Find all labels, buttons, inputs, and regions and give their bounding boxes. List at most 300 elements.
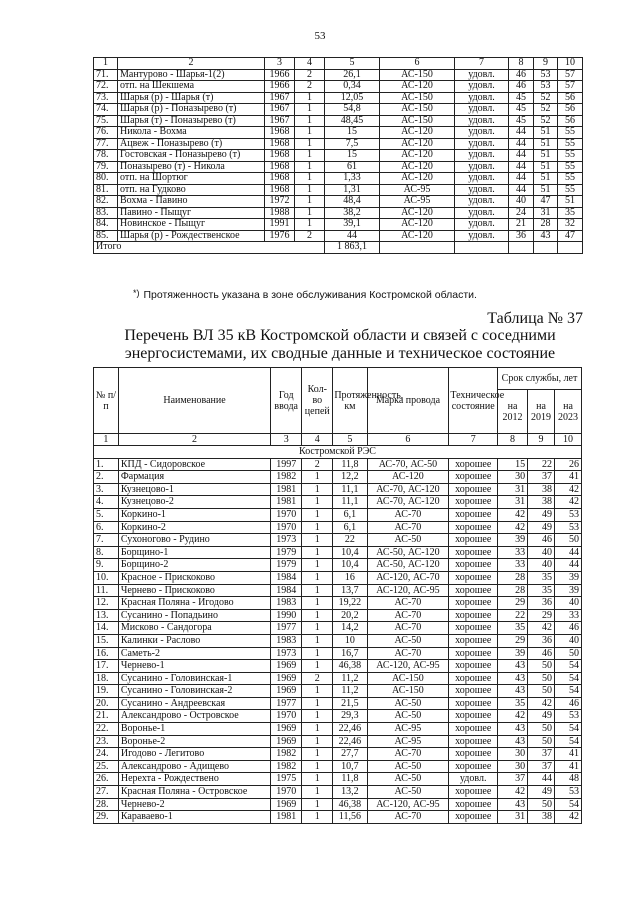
table-row xyxy=(94,127,583,139)
cell-num: 28. xyxy=(94,798,119,811)
cell-service-2023: 44 xyxy=(555,546,582,559)
table-row xyxy=(94,660,582,673)
cell-year: 1966 xyxy=(265,81,295,93)
table-row xyxy=(94,496,582,509)
cell-wire: АС-50 xyxy=(367,634,449,647)
cell-state: удовл. xyxy=(455,173,509,185)
cell-year: 1973 xyxy=(271,534,302,547)
cell-service-2019: 38 xyxy=(528,496,555,509)
cell-circuits: 1 xyxy=(302,508,333,521)
cell-service-2012: 30 xyxy=(498,760,528,773)
cell-service-2019: 38 xyxy=(528,483,555,496)
cell-service-2023: 41 xyxy=(555,760,582,773)
table-row xyxy=(94,69,583,81)
column-number: 9 xyxy=(528,434,555,446)
cell-name: Ацвеж - Поназырево (т) xyxy=(118,138,265,150)
cell-name: Коркино-2 xyxy=(118,521,270,534)
column-number: 7 xyxy=(449,434,498,446)
cell-service-2023: 53 xyxy=(555,508,582,521)
table-row xyxy=(94,458,582,471)
table-row xyxy=(94,230,583,242)
cell-service-2019: 46 xyxy=(528,534,555,547)
cell-service-2012: 45 xyxy=(509,115,534,127)
cell-length: 22,46 xyxy=(333,735,367,748)
table-row xyxy=(94,723,582,736)
cell-length: 12,2 xyxy=(333,471,367,484)
cell-service-2012: 46 xyxy=(509,81,534,93)
cell-wire: АС-70 xyxy=(367,748,449,761)
cell-circuits: 2 xyxy=(295,230,325,242)
cell-year: 1990 xyxy=(271,609,302,622)
cell-service-2012: 44 xyxy=(509,127,534,139)
header-year: Год ввода xyxy=(271,368,302,434)
cell-length: 26,1 xyxy=(325,69,380,81)
header-2019: на 2019 xyxy=(528,390,555,434)
cell-state: удовл. xyxy=(455,115,509,127)
table-row xyxy=(94,735,582,748)
cell-circuits: 1 xyxy=(302,571,333,584)
cell-state: хорошее xyxy=(449,496,498,509)
cell-service-2019: 37 xyxy=(528,748,555,761)
cell-service-2019: 50 xyxy=(528,723,555,736)
cell-service-2019: 51 xyxy=(534,127,558,139)
cell-service-2019: 51 xyxy=(534,150,558,162)
cell-service-2012: 44 xyxy=(509,138,534,150)
table-title: Перечень ВЛ 35 кВ Костромской области и связей с соседними энергосистемами, их сводные данные и техническое состояние xyxy=(124,327,556,362)
cell-service-2023: 56 xyxy=(558,92,583,104)
cell-year: 1968 xyxy=(265,161,295,173)
cell-circuits: 1 xyxy=(295,104,325,116)
cell-year: 1988 xyxy=(265,207,295,219)
cell-length: 16 xyxy=(333,571,367,584)
cell-service-2019: 28 xyxy=(534,219,558,231)
cell-wire: АС-120, АС-70 xyxy=(367,571,449,584)
cell-circuits: 1 xyxy=(302,748,333,761)
table-row xyxy=(94,184,583,196)
cell-service-2023: 39 xyxy=(555,571,582,584)
cell-num: 17. xyxy=(94,660,119,673)
cell-year: 1967 xyxy=(265,104,295,116)
cell-state: хорошее xyxy=(449,672,498,685)
cell-state: хорошее xyxy=(449,483,498,496)
cell-service-2019: 40 xyxy=(528,559,555,572)
cell-circuits: 1 xyxy=(295,115,325,127)
cell-year: 1975 xyxy=(271,773,302,786)
cell-name: Воронье-2 xyxy=(118,735,270,748)
cell-num: 6. xyxy=(94,521,119,534)
cell-name: Александрово - Адищево xyxy=(118,760,270,773)
cell-service-2019: 52 xyxy=(534,104,558,116)
cell-state: удовл. xyxy=(455,138,509,150)
cell-service-2019: 51 xyxy=(534,184,558,196)
cell-service-2023: 53 xyxy=(555,786,582,799)
cell-service-2019: 42 xyxy=(528,622,555,635)
table-row xyxy=(94,634,582,647)
cell-year: 1997 xyxy=(271,458,302,471)
table-row xyxy=(94,710,582,723)
cell-state: удовл. xyxy=(455,219,509,231)
cell-name: Нерехта - Рождествено xyxy=(118,773,270,786)
cell-service-2019: 50 xyxy=(528,798,555,811)
cell-num: 72. xyxy=(94,81,118,93)
cell-service-2012: 29 xyxy=(498,634,528,647)
cell-wire: АС-120 xyxy=(380,150,455,162)
cell-name: Шарья (р) - Рождественское xyxy=(118,230,265,242)
cell-state: хорошее xyxy=(449,660,498,673)
cell-service-2012: 43 xyxy=(498,798,528,811)
cell-num: 10. xyxy=(94,571,119,584)
cell-circuits: 1 xyxy=(302,660,333,673)
cell-service-2023: 42 xyxy=(555,496,582,509)
cell-circuits: 1 xyxy=(302,559,333,572)
footnote-text: Протяженность указана в зоне обслуживания Костромской области. xyxy=(143,289,477,301)
cell-num: 13. xyxy=(94,609,119,622)
cell-service-2012: 33 xyxy=(498,546,528,559)
cell-service-2019: 53 xyxy=(534,81,558,93)
cell-name: Сусанино - Андреевская xyxy=(118,697,270,710)
cell-service-2023: 47 xyxy=(558,230,583,242)
cell-year: 1969 xyxy=(271,735,302,748)
cell-num: 16. xyxy=(94,647,119,660)
cell-service-2012: 30 xyxy=(498,471,528,484)
cell-circuits: 1 xyxy=(295,138,325,150)
cell-state: удовл. xyxy=(455,150,509,162)
cell-state: удовл. xyxy=(455,69,509,81)
cell-wire: АС-70 xyxy=(367,508,449,521)
table-row xyxy=(94,559,582,572)
cell-service-2019: 49 xyxy=(528,710,555,723)
cell-name: Воронье-1 xyxy=(118,723,270,736)
cell-service-2023: 55 xyxy=(558,161,583,173)
cell-length: 11,1 xyxy=(333,496,367,509)
cell-service-2023: 26 xyxy=(555,458,582,471)
cell-name: Фармация xyxy=(118,471,270,484)
table-row xyxy=(94,138,583,150)
cell-state: удовл. xyxy=(455,207,509,219)
cell-circuits: 1 xyxy=(295,196,325,208)
cell-service-2019: 37 xyxy=(528,471,555,484)
cell-num: 19. xyxy=(94,685,119,698)
cell-name: Кузнецово-1 xyxy=(118,483,270,496)
cell-name: Красная Поляна - Игодово xyxy=(118,597,270,610)
cell-wire: АС-70 xyxy=(367,811,449,824)
cell-length: 6,1 xyxy=(333,521,367,534)
cell-num: 84. xyxy=(94,219,118,231)
cell-circuits: 1 xyxy=(302,760,333,773)
cell-state: хорошее xyxy=(449,559,498,572)
cell-service-2023: 55 xyxy=(558,127,583,139)
cell-wire: АС-50, АС-120 xyxy=(367,559,449,572)
cell-year: 1969 xyxy=(271,660,302,673)
cell-year: 1968 xyxy=(265,138,295,150)
cell-name: Мантурово - Шарья-1(2) xyxy=(118,69,265,81)
cell-year: 1982 xyxy=(271,760,302,773)
cell-name: Сусанино - Попадьино xyxy=(118,609,270,622)
cell-num: 12. xyxy=(94,597,119,610)
cell-service-2012: 43 xyxy=(498,660,528,673)
cell-year: 1972 xyxy=(265,196,295,208)
cell-state: хорошее xyxy=(449,458,498,471)
cell-year: 1969 xyxy=(271,672,302,685)
cell-circuits: 1 xyxy=(302,697,333,710)
cell-length: 16,7 xyxy=(333,647,367,660)
cell-service-2012: 35 xyxy=(498,697,528,710)
cell-name: Чернево - Прискоково xyxy=(118,584,270,597)
cell-length: 38,2 xyxy=(325,207,380,219)
top-table-header xyxy=(94,58,583,70)
column-number: 3 xyxy=(271,434,302,446)
cell-length: 20,2 xyxy=(333,609,367,622)
cell-service-2012: 33 xyxy=(498,559,528,572)
cell-num: 85. xyxy=(94,230,118,242)
table-row xyxy=(94,609,582,622)
header-num: № п/п xyxy=(94,368,119,434)
cell-year: 1976 xyxy=(265,230,295,242)
cell-wire: АС-120, АС-95 xyxy=(367,660,449,673)
cell-wire: АС-70 xyxy=(367,609,449,622)
cell-state: хорошее xyxy=(449,546,498,559)
column-number: 9 xyxy=(534,58,558,70)
cell-service-2023: 55 xyxy=(558,138,583,150)
cell-length: 10,4 xyxy=(333,546,367,559)
cell-state: хорошее xyxy=(449,735,498,748)
cell-state: удовл. xyxy=(455,127,509,139)
cell-wire: АС-70 xyxy=(367,622,449,635)
cell-service-2019: 49 xyxy=(528,521,555,534)
cell-num: 15. xyxy=(94,634,119,647)
cell-num: 20. xyxy=(94,697,119,710)
column-number: 8 xyxy=(498,434,528,446)
cell-wire: АС-150 xyxy=(380,104,455,116)
cell-year: 1969 xyxy=(271,685,302,698)
table-row xyxy=(94,697,582,710)
cell-length: 11,2 xyxy=(333,685,367,698)
cell-num: 26. xyxy=(94,773,119,786)
cell-year: 1979 xyxy=(271,546,302,559)
table-row xyxy=(94,92,583,104)
cell-circuits: 1 xyxy=(302,483,333,496)
cell-state: хорошее xyxy=(449,710,498,723)
cell-circuits: 1 xyxy=(302,534,333,547)
cell-num: 29. xyxy=(94,811,119,824)
cell-wire: АС-70, АС-50 xyxy=(367,458,449,471)
table-row xyxy=(94,647,582,660)
cell-wire: АС-70, АС-120 xyxy=(367,483,449,496)
cell-service-2023: 42 xyxy=(555,811,582,824)
cell-circuits: 2 xyxy=(295,69,325,81)
cell-state: хорошее xyxy=(449,534,498,547)
table-number: Таблица № 37 xyxy=(487,310,583,327)
column-number: 2 xyxy=(118,58,265,70)
table-row xyxy=(94,104,583,116)
cell-circuits: 1 xyxy=(302,647,333,660)
cell-name: Калинки - Раслово xyxy=(118,634,270,647)
cell-num: 3. xyxy=(94,483,119,496)
cell-wire: АС-120 xyxy=(380,127,455,139)
table-row xyxy=(94,521,582,534)
cell-length: 22,46 xyxy=(333,723,367,736)
column-number: 8 xyxy=(509,58,534,70)
cell-service-2012: 21 xyxy=(509,219,534,231)
cell-year: 1982 xyxy=(271,748,302,761)
cell-circuits: 1 xyxy=(302,584,333,597)
table-row xyxy=(94,672,582,685)
cell-service-2019: 51 xyxy=(534,173,558,185)
cell-state: хорошее xyxy=(449,748,498,761)
table-row xyxy=(94,571,582,584)
cell-circuits: 1 xyxy=(302,710,333,723)
cell-name: КПД - Сидоровское xyxy=(118,458,270,471)
cell-num: 9. xyxy=(94,559,119,572)
cell-wire: АС-50 xyxy=(367,710,449,723)
cell-circuits: 1 xyxy=(295,173,325,185)
cell-circuits: 1 xyxy=(302,634,333,647)
cell-state: удовл. xyxy=(455,81,509,93)
cell-num: 80. xyxy=(94,173,118,185)
cell-service-2023: 55 xyxy=(558,173,583,185)
table-row xyxy=(94,115,583,127)
cell-service-2012: 42 xyxy=(498,521,528,534)
cell-service-2023: 39 xyxy=(555,584,582,597)
cell-state: удовл. xyxy=(455,230,509,242)
header-name: Наименование xyxy=(118,368,270,434)
cell-year: 1984 xyxy=(271,571,302,584)
cell-num: 81. xyxy=(94,184,118,196)
table-row xyxy=(94,173,583,185)
cell-state: хорошее xyxy=(449,798,498,811)
cell-state: хорошее xyxy=(449,609,498,622)
cell-circuits: 1 xyxy=(295,150,325,162)
cell-state: хорошее xyxy=(449,647,498,660)
cell-service-2012: 40 xyxy=(509,196,534,208)
cell-circuits: 1 xyxy=(295,161,325,173)
cell-name: Борщино-1 xyxy=(118,546,270,559)
cell-service-2012: 35 xyxy=(498,622,528,635)
cell-name: Красная Поляна - Островское xyxy=(118,786,270,799)
cell-year: 1983 xyxy=(271,597,302,610)
cell-circuits: 1 xyxy=(302,521,333,534)
cell-circuits: 1 xyxy=(302,597,333,610)
cell-year: 1970 xyxy=(271,508,302,521)
cell-state: хорошее xyxy=(449,571,498,584)
cell-length: 1,33 xyxy=(325,173,380,185)
cell-name: Вохма - Павино xyxy=(118,196,265,208)
table-row xyxy=(94,508,582,521)
cell-num: 11. xyxy=(94,584,119,597)
cell-wire: АС-120 xyxy=(380,207,455,219)
cell-service-2019: 46 xyxy=(528,647,555,660)
section-title: Костромской РЭС xyxy=(94,446,582,459)
cell-state: удовл. xyxy=(455,104,509,116)
cell-year: 1968 xyxy=(265,150,295,162)
cell-service-2023: 53 xyxy=(555,710,582,723)
cell-year: 1968 xyxy=(265,173,295,185)
cell-service-2023: 50 xyxy=(555,534,582,547)
cell-length: 48,4 xyxy=(325,196,380,208)
cell-name: Мисково - Сандогора xyxy=(118,622,270,635)
table-row xyxy=(94,471,582,484)
cell-length: 0,34 xyxy=(325,81,380,93)
cell-length: 11,56 xyxy=(333,811,367,824)
cell-wire: АС-50, АС-120 xyxy=(367,546,449,559)
footnote-mark: *) xyxy=(133,288,140,298)
cell-service-2019: 53 xyxy=(534,69,558,81)
cell-service-2012: 39 xyxy=(498,647,528,660)
cell-service-2012: 30 xyxy=(498,748,528,761)
cell-service-2023: 33 xyxy=(555,609,582,622)
table-row xyxy=(94,597,582,610)
cell-service-2012: 43 xyxy=(498,685,528,698)
cell-circuits: 1 xyxy=(295,92,325,104)
column-number: 6 xyxy=(367,434,449,446)
column-number: 3 xyxy=(265,58,295,70)
cell-num: 77. xyxy=(94,138,118,150)
cell-service-2012: 39 xyxy=(498,534,528,547)
cell-num: 5. xyxy=(94,508,119,521)
table-row xyxy=(94,622,582,635)
header-2012: на 2012 xyxy=(498,390,528,434)
cell-state: хорошее xyxy=(449,634,498,647)
cell-service-2019: 42 xyxy=(528,697,555,710)
cell-wire: АС-120 xyxy=(380,161,455,173)
cell-service-2012: 43 xyxy=(498,735,528,748)
cell-wire: АС-120, АС-95 xyxy=(367,798,449,811)
cell-length: 7,5 xyxy=(325,138,380,150)
cell-num: 79. xyxy=(94,161,118,173)
cell-wire: АС-120 xyxy=(380,230,455,242)
table-row xyxy=(94,786,582,799)
cell-service-2023: 40 xyxy=(555,597,582,610)
cell-circuits: 1 xyxy=(295,207,325,219)
cell-name: Никола - Вохма xyxy=(118,127,265,139)
cell-length: 22 xyxy=(333,534,367,547)
cell-length: 15 xyxy=(325,150,380,162)
cell-length: 1,31 xyxy=(325,184,380,196)
cell-circuits: 1 xyxy=(302,609,333,622)
cell-year: 1977 xyxy=(271,697,302,710)
cell-wire: АС-50 xyxy=(367,760,449,773)
cell-service-2023: 41 xyxy=(555,748,582,761)
cell-length: 29,3 xyxy=(333,710,367,723)
cell-state: хорошее xyxy=(449,597,498,610)
cell-num: 21. xyxy=(94,710,119,723)
cell-service-2012: 42 xyxy=(498,508,528,521)
cell-wire: АС-70, АС-120 xyxy=(367,496,449,509)
cell-service-2023: 40 xyxy=(555,634,582,647)
cell-num: 24. xyxy=(94,748,119,761)
cell-wire: АС-120 xyxy=(367,471,449,484)
cell-state: удовл. xyxy=(455,161,509,173)
cell-service-2019: 40 xyxy=(528,546,555,559)
cell-circuits: 1 xyxy=(302,811,333,824)
cell-circuits: 1 xyxy=(302,773,333,786)
cell-service-2012: 44 xyxy=(509,173,534,185)
table-row xyxy=(94,584,582,597)
table-row xyxy=(94,534,582,547)
cell-service-2019: 49 xyxy=(528,786,555,799)
cell-service-2019: 35 xyxy=(528,584,555,597)
cell-name: Новинское - Пыщуг xyxy=(118,219,265,231)
cell-year: 1979 xyxy=(271,559,302,572)
cell-year: 1968 xyxy=(265,127,295,139)
cell-state: хорошее xyxy=(449,521,498,534)
cell-year: 1982 xyxy=(271,471,302,484)
cell-name: Павино - Пыщуг xyxy=(118,207,265,219)
cell-num: 22. xyxy=(94,723,119,736)
footnote xyxy=(133,288,477,301)
cell-name: Борщино-2 xyxy=(118,559,270,572)
cell-service-2012: 45 xyxy=(509,104,534,116)
